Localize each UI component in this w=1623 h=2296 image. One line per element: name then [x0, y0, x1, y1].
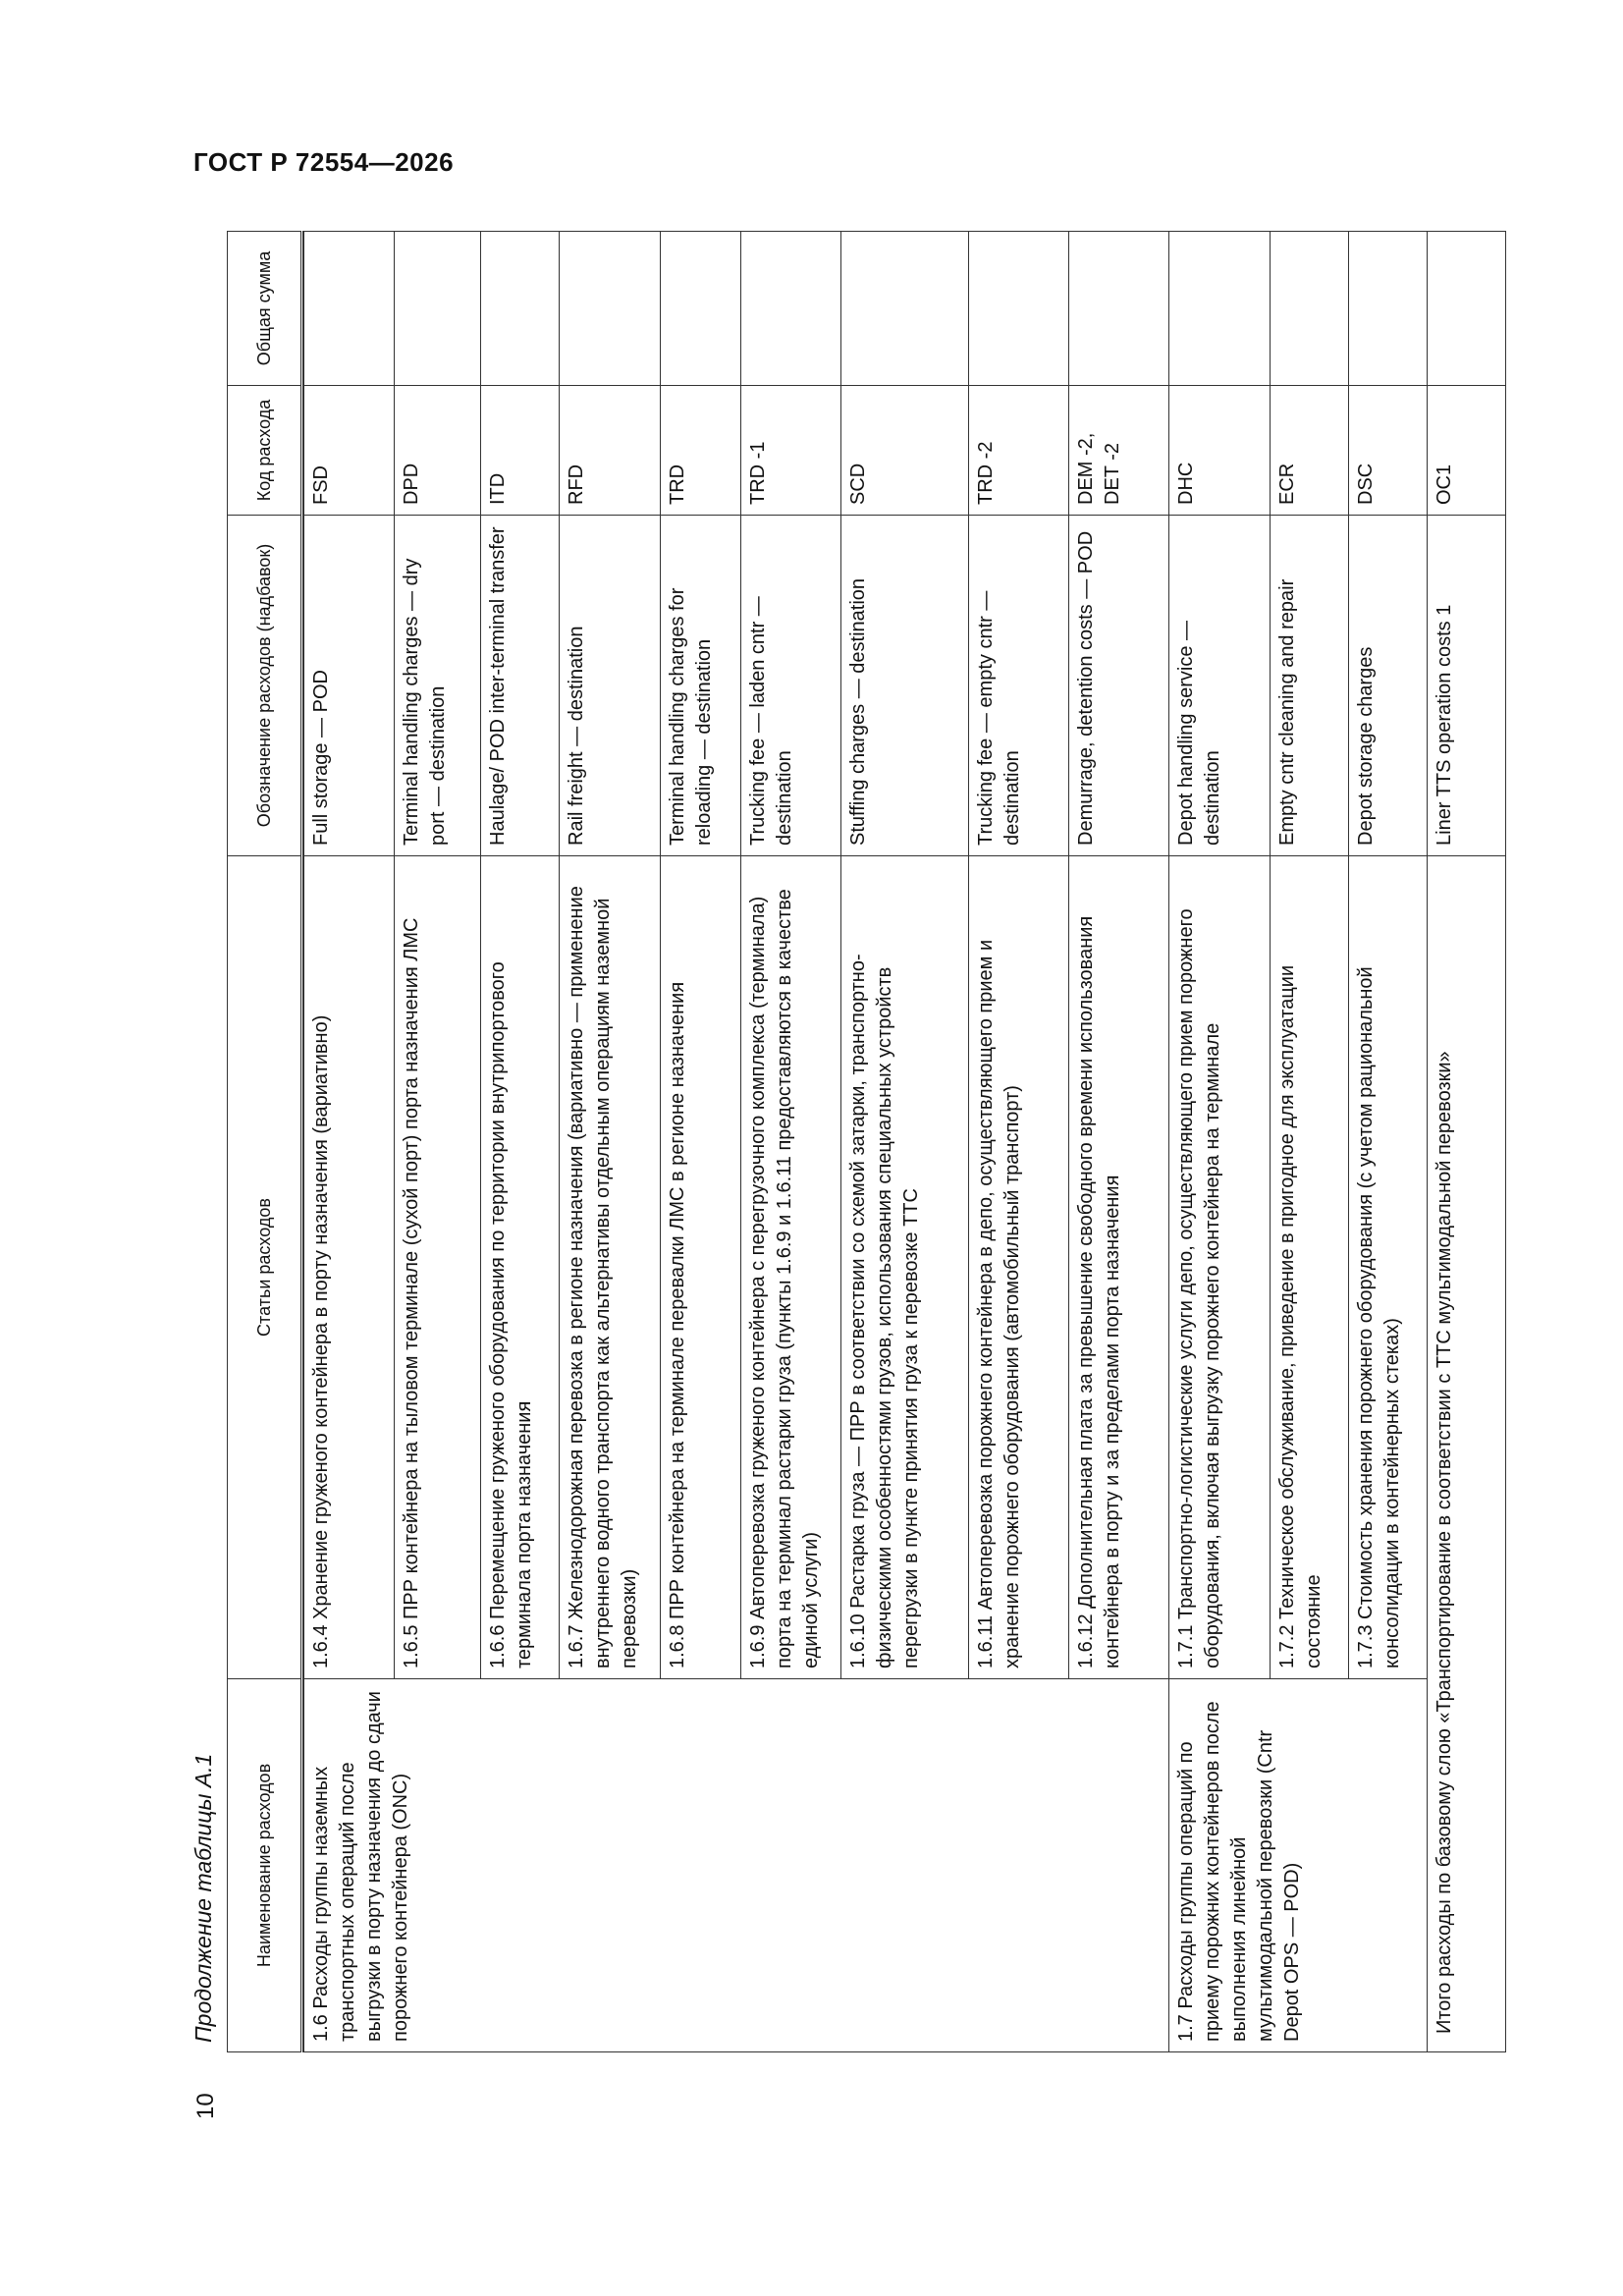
- row-item: 1.6.10 Растарка груза — ПРР в соответствии со схемой затарки, транспортно-физическими особенностями грузов, использования специальных устройств перегрузки в пункте принятия груза к перевозке ТТС: [840, 856, 968, 1679]
- table-caption: [184, 1709, 223, 2043]
- column-header-total: Общая сумма: [228, 232, 302, 386]
- row-designation: Full storage — POD: [304, 516, 395, 856]
- row-total: [840, 232, 968, 386]
- table-caption-text: Продолжение таблицы А.1: [190, 1753, 216, 2043]
- rotated-table: [227, 232, 1506, 2052]
- row-designation: Trucking fee — empty cntr — destination: [969, 516, 1069, 856]
- row-code: ECR: [1270, 386, 1348, 516]
- row-item: 1.6.6 Перемещение груженого оборудования по территории внутрипортового терминала порта назначения: [481, 856, 560, 1679]
- row-item: 1.6.12 Дополнительная плата за превышение свободного времени использования контейнера в порту и за пределами порта назначения: [1069, 856, 1169, 1679]
- summary-code: OC1: [1427, 386, 1505, 516]
- row-designation: Empty cntr cleaning and repair: [1270, 516, 1348, 856]
- row-code: FSD: [304, 386, 395, 516]
- rotated-table-frame: [227, 232, 1506, 2052]
- row-designation: Rail freight — destination: [560, 516, 660, 856]
- row-item: 1.6.9 Автоперевозка груженого контейнера с перегрузочного комплекса (терминала) порта на терминал растарки груза (пункты 1.6.9 и 1.6.11 предоставляются в качестве единой услуги): [740, 856, 840, 1679]
- row-item: 1.6.4 Хранение груженого контейнера в порту назначения (вариативно): [304, 856, 395, 1679]
- column-header-designation: Обозначение расходов (надбавок): [228, 516, 302, 856]
- row-total: [560, 232, 660, 386]
- row-code: RFD: [560, 386, 660, 516]
- row-item: 1.6.7 Железнодорожная перевозка в регионе назначения (вариативно — применение внутреннего водного транспорта как альтернативы отдельным операциям наземной перевозки): [560, 856, 660, 1679]
- row-item: 1.7.1 Транспортно-логистические услуги депо, осуществляющего прием порожнего оборудования, включая выгрузку порожнего контейнера на терминале: [1169, 856, 1270, 1679]
- row-designation: Stuffing charges — destination: [840, 516, 968, 856]
- row-designation: Terminal handling charges for reloading — destination: [660, 516, 740, 856]
- column-header-code: Код расхода: [228, 386, 302, 516]
- row-total: [1069, 232, 1169, 386]
- row-total: [969, 232, 1069, 386]
- document-header: ГОСТ Р 72554—2026: [193, 147, 455, 177]
- row-item: 1.7.2 Техническое обслуживание, приведение в пригодное для эксплуатации состояние: [1270, 856, 1348, 1679]
- expenses-table: [227, 231, 1506, 2052]
- row-item: 1.7.3 Стоимость хранения порожнего оборудования (с учетом рациональной консолидации в контейнерных стеках): [1348, 856, 1427, 1679]
- row-item: 1.6.11 Автоперевозка порожнего контейнера в депо, осуществляющего прием и хранение порожнего оборудования (автомобильный транспорт): [969, 856, 1069, 1679]
- summary-label: Итого расходы по базовому слою «Транспортирование в соответствии с ТТС мультимодальной перевозки»: [1427, 856, 1505, 2052]
- row-code: TRD: [660, 386, 740, 516]
- row-designation: Demurrage, detention costs — POD: [1069, 516, 1169, 856]
- row-designation: Trucking fee — laden cntr — destination: [740, 516, 840, 856]
- column-header-item: Статьи расходов: [228, 856, 302, 1679]
- row-total: [395, 232, 481, 386]
- row-code: DSC: [1348, 386, 1427, 516]
- row-designation: Depot storage charges: [1348, 516, 1427, 856]
- row-item: 1.6.5 ПРР контейнера на тыловом терминале (сухой порт) порта назначения ЛМС: [395, 856, 481, 1679]
- row-total: [740, 232, 840, 386]
- row-total: [1169, 232, 1270, 386]
- row-code: SCD: [840, 386, 968, 516]
- page-number: [192, 2060, 220, 2119]
- row-code: DEM -2, DET -2: [1069, 386, 1169, 516]
- row-designation: Terminal handling charges — dry port — destination: [395, 516, 481, 856]
- page-number-text: 10: [192, 2093, 219, 2119]
- row-designation: Haulage/ POD inter-terminal transfer: [481, 516, 560, 856]
- row-code: DPD: [395, 386, 481, 516]
- row-total: [304, 232, 395, 386]
- group-name-1-7: 1.7 Расходы группы операций по приему порожних контейнеров после выполнения линейной мультимодальной перевозки (Cntr Depot OPS — POD): [1169, 1679, 1427, 2052]
- row-total: [1348, 232, 1427, 386]
- row-code: ITD: [481, 386, 560, 516]
- row-item: 1.6.8 ПРР контейнера на терминале перевалки ЛМС в регионе назначения: [660, 856, 740, 1679]
- group-name-1-6: 1.6 Расходы группы наземных транспортных операций после выгрузки в порту назначения до сдачи порожнего контейнера (ONC): [304, 1679, 1169, 2052]
- row-code: DHC: [1169, 386, 1270, 516]
- row-total: [660, 232, 740, 386]
- column-header-name: Наименование расходов: [228, 1679, 302, 2052]
- row-total: [1270, 232, 1348, 386]
- row-total: [481, 232, 560, 386]
- row-code: TRD -1: [740, 386, 840, 516]
- summary-designation: Liner TTS operation costs 1: [1427, 516, 1505, 856]
- row-code: TRD -2: [969, 386, 1069, 516]
- table-row: [1169, 232, 1270, 2052]
- summary-row: [1427, 232, 1505, 2052]
- row-designation: Depot handling service — destination: [1169, 516, 1270, 856]
- table-row: [304, 232, 395, 2052]
- table-header-row: [228, 232, 302, 2052]
- summary-total: [1427, 232, 1505, 386]
